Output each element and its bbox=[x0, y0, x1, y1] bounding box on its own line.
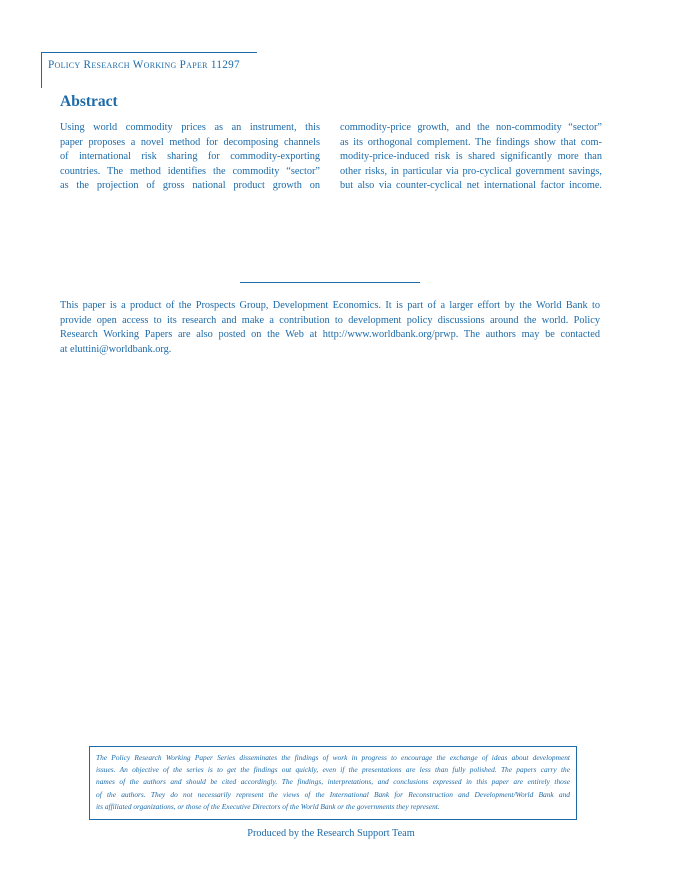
disclaimer-box bbox=[89, 746, 577, 820]
product-note-line: Research Working Papers are also posted on the Web at http://www.worldbank.org/prwp. The authors may be contacted bbox=[60, 329, 600, 341]
abstract-line: as the projection of gross national product growth on bbox=[60, 180, 320, 192]
disclaimer-line: names of the authors and should be cited accordingly. The findings, interpretations, and conclusions expressed in this paper are entirely those bbox=[96, 777, 570, 787]
abstract-line: countries. The method identifies the commodity “sector” bbox=[60, 165, 320, 177]
disclaimer-line: its affiliated organizations, or those of the Executive Directors of the World Bank or the governments they represent. bbox=[96, 801, 440, 811]
abstract-line: Using world commodity prices as an instrument, this bbox=[60, 122, 320, 133]
abstract-line: commodity-price growth, and the non-commodity “sector” bbox=[340, 122, 602, 133]
product-note-line: at eluttini@worldbank.org. bbox=[60, 344, 172, 356]
product-note-line: provide open access to its research and make a contribution to development policy discussions around the world. Policy bbox=[60, 314, 600, 326]
abstract-line: modity-price-induced risk is shared significantly more than bbox=[340, 151, 602, 163]
section-divider bbox=[240, 282, 420, 283]
product-note bbox=[60, 299, 600, 358]
series-label: Policy Research Working Paper 11297 bbox=[48, 59, 240, 71]
abstract-line: paper proposes a novel method for decomposing channels bbox=[60, 136, 320, 148]
abstract-left-column bbox=[60, 121, 320, 194]
disclaimer-line: The Policy Research Working Paper Series disseminates the findings of work in progress to encourage the exchange of ideas about development bbox=[96, 753, 570, 762]
abstract-right-column bbox=[340, 121, 602, 194]
abstract-line: other risks, in particular via pro-cyclical government savings, bbox=[340, 165, 602, 177]
series-header bbox=[41, 52, 257, 88]
abstract-line: but also via counter-cyclical net international factor income. bbox=[340, 180, 602, 192]
product-note-line: This paper is a product of the Prospects Group, Development Economics. It is part of a larger effort by the World Bank to bbox=[60, 300, 600, 311]
disclaimer-line: issues. An objective of the series is to get the findings out quickly, even if the presentations are less than fully polished. The papers carry the bbox=[96, 765, 570, 775]
abstract-heading: Abstract bbox=[60, 93, 118, 110]
disclaimer-line: of the authors. They do not necessarily represent the views of the International Bank for Reconstruction and Development/World Bank and bbox=[96, 789, 570, 799]
produced-by-footer: Produced by the Research Support Team bbox=[247, 828, 415, 839]
abstract-line: of international risk sharing for commodity-exporting bbox=[60, 151, 320, 163]
abstract-line: as its orthogonal complement. The findings show that com- bbox=[340, 136, 602, 148]
